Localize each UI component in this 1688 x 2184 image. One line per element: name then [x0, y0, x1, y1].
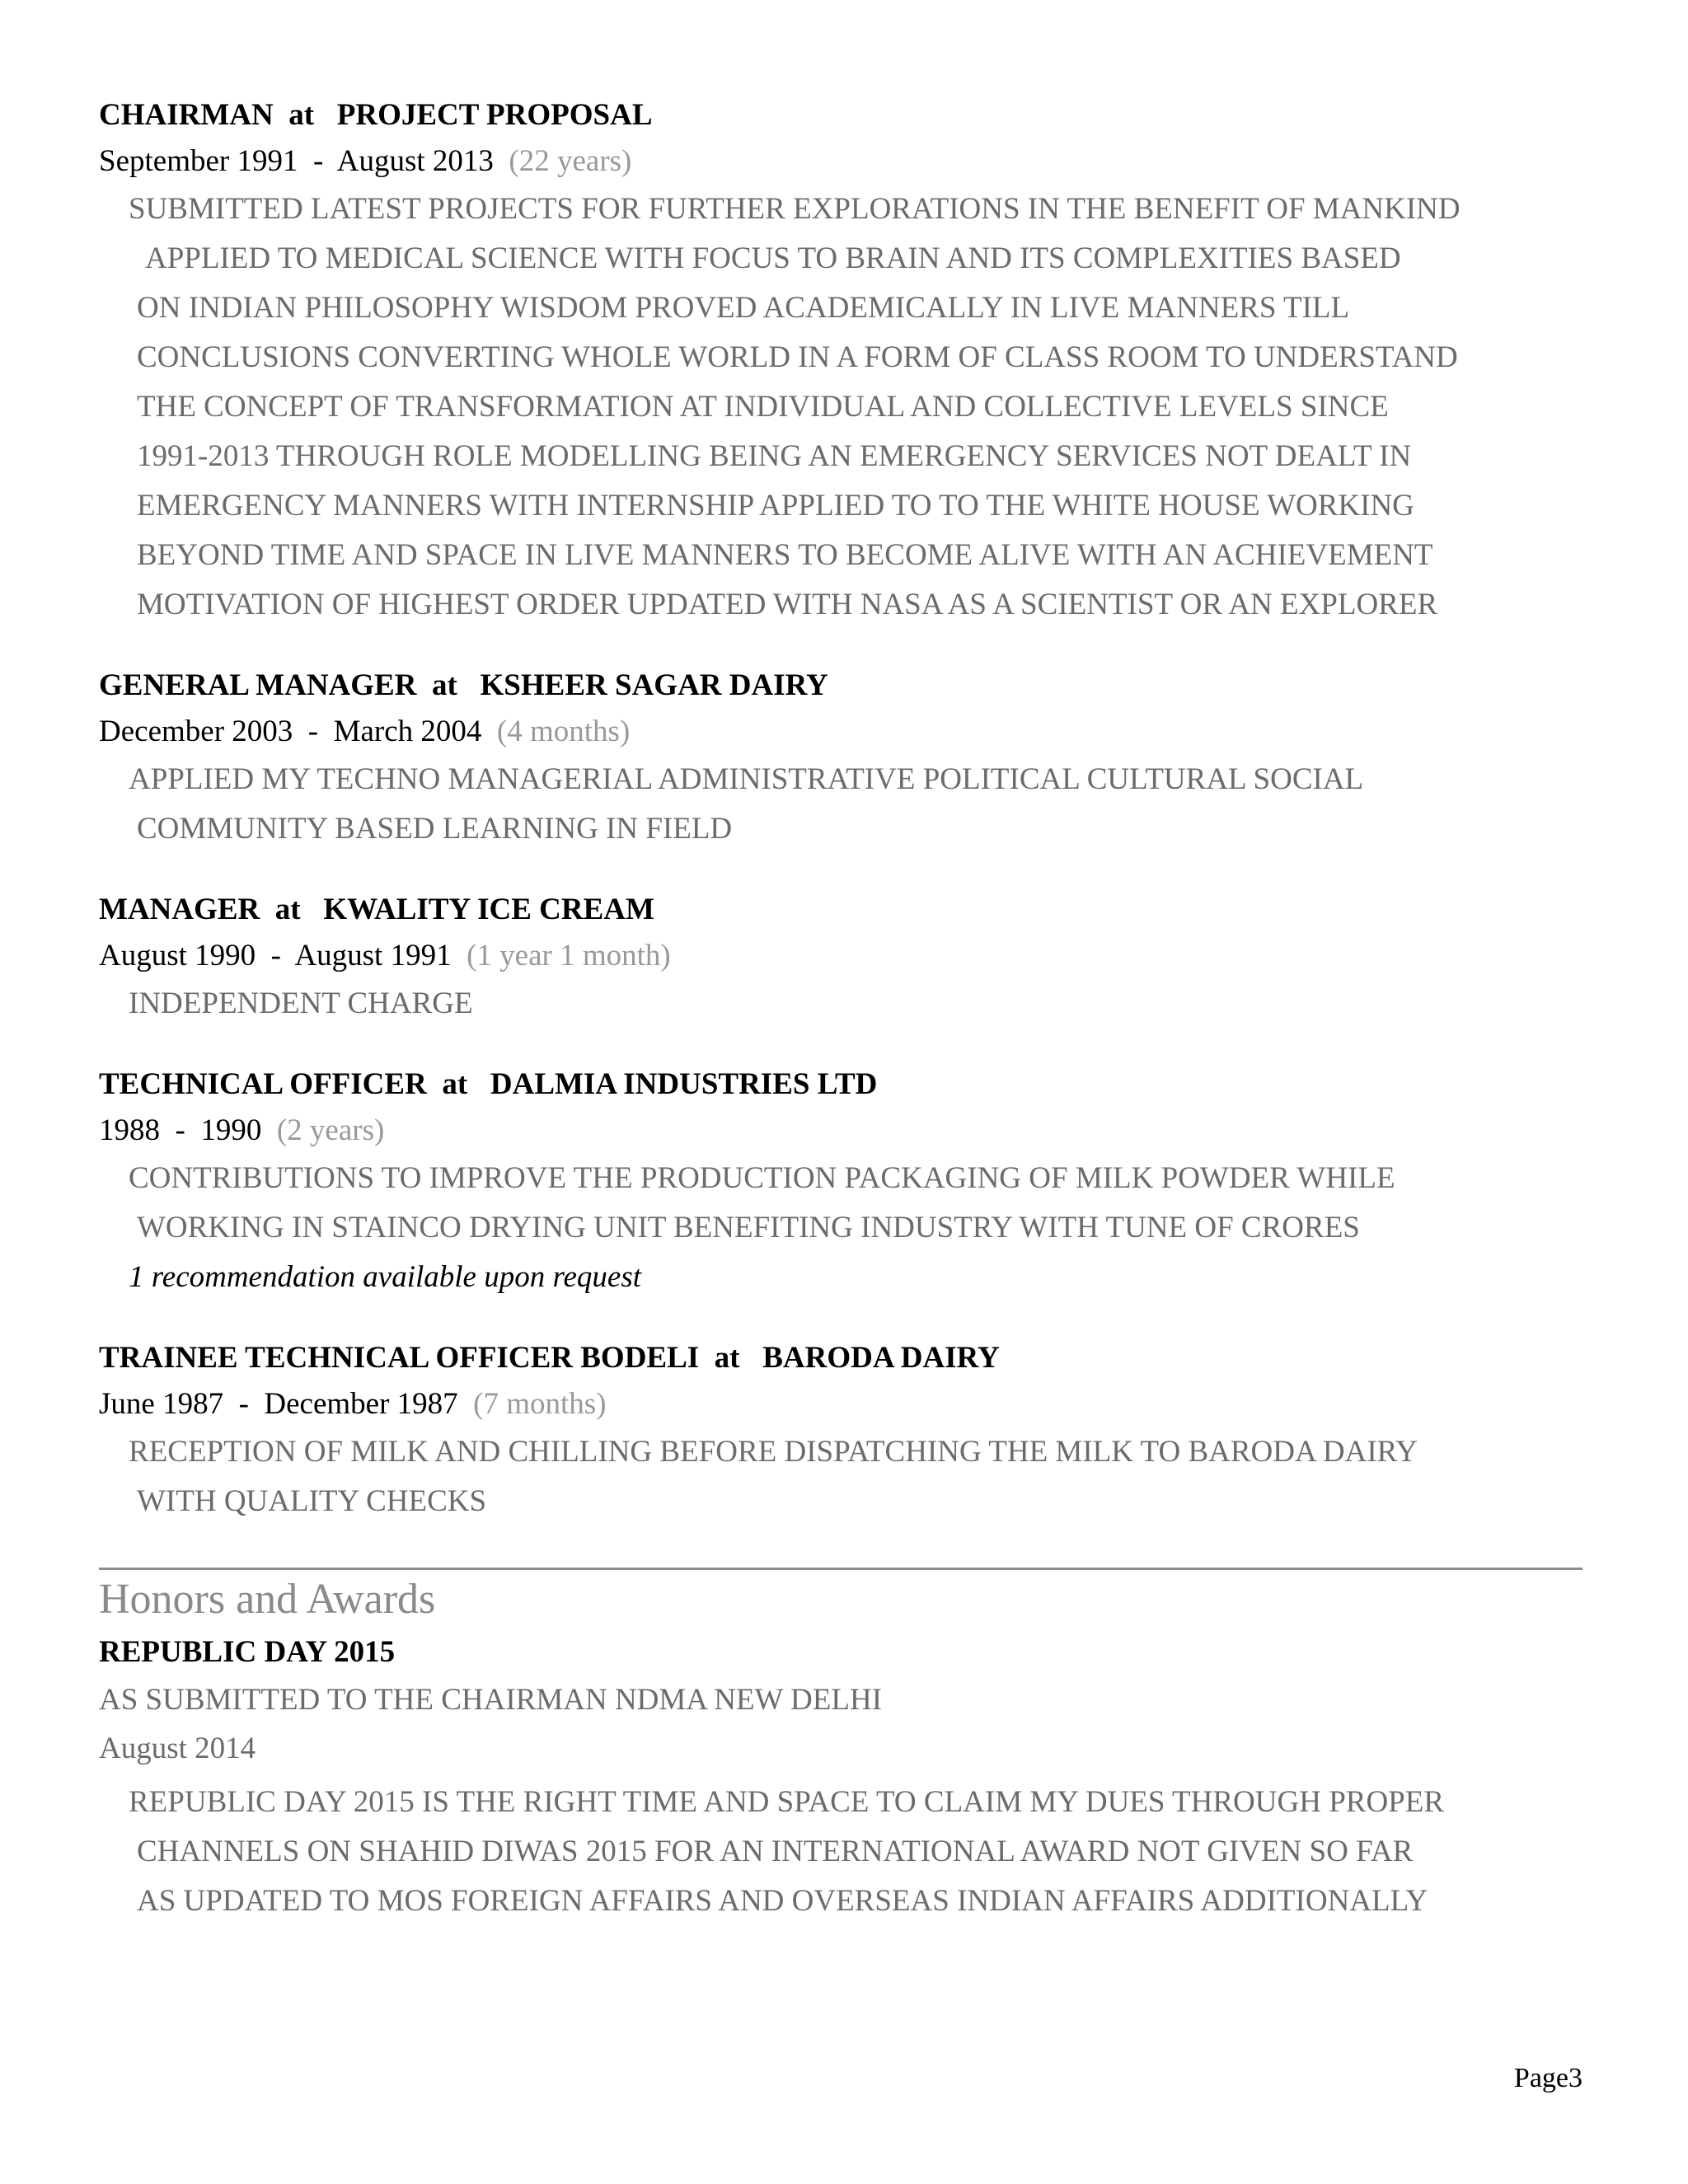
job-title-line	[99, 1335, 1582, 1381]
job-end: August 2013	[336, 144, 494, 178]
description-line: CONTRIBUTIONS TO IMPROVE THE PRODUCTION PACKAGING OF MILK POWDER WHILE	[129, 1161, 1395, 1195]
job-duration: (7 months)	[473, 1387, 607, 1421]
job-connector: at	[431, 668, 457, 702]
description-line: BEYOND TIME AND SPACE IN LIVE MANNERS TO BECOME ALIVE WITH AN ACHIEVEMENT	[137, 538, 1433, 572]
job-dates: June 1987 - December 1987 (7 months)	[99, 1387, 607, 1421]
job-title-line	[99, 663, 1582, 709]
job-start: 1988	[99, 1113, 160, 1147]
job-start: September 1991	[99, 144, 298, 178]
job-dates: 1988 - 1990 (2 years)	[99, 1113, 385, 1147]
job-dates: August 1990 - August 1991 (1 year 1 month)	[99, 939, 671, 972]
job-duration: (22 years)	[509, 144, 632, 178]
description-line: INDEPENDENT CHARGE	[129, 987, 473, 1020]
description-line: APPLIED TO MEDICAL SCIENCE WITH FOCUS TO BRAIN AND ITS COMPLEXITIES BASED	[145, 241, 1401, 275]
description-line: SUBMITTED LATEST PROJECTS FOR FURTHER EXPLORATIONS IN THE BENEFIT OF MANKIND	[129, 192, 1461, 226]
job-end: December 1987	[264, 1387, 458, 1421]
job-title-line	[99, 887, 1582, 933]
job-dates: December 2003 - March 2004 (4 months)	[99, 715, 631, 748]
award-title: REPUBLIC DAY 2015	[99, 1635, 396, 1669]
job-company: BARODA DAIRY	[762, 1341, 1000, 1375]
job-description	[129, 1427, 1582, 1526]
award-description	[129, 1778, 1582, 1926]
job-end: August 1991	[294, 939, 452, 972]
job-company: DALMIA INDUSTRIES LTD	[490, 1067, 878, 1101]
description-line: WORKING IN STAINCO DRYING UNIT BENEFITING INDUSTRY WITH TUNE OF CRORES	[137, 1211, 1360, 1244]
description-line: APPLIED MY TECHNO MANAGERIAL ADMINISTRATIVE POLITICAL CULTURAL SOCIAL	[129, 762, 1364, 796]
job-company: KSHEER SAGAR DAIRY	[480, 668, 828, 702]
experience-entry	[99, 1335, 1582, 1526]
description-line: ON INDIAN PHILOSOPHY WISDOM PROVED ACADEMICALLY IN LIVE MANNERS TILL	[137, 291, 1350, 325]
job-start: December 2003	[99, 715, 293, 748]
recommendation-note: 1 recommendation available upon request	[129, 1260, 642, 1294]
job-connector: at	[288, 98, 315, 132]
resume-page	[99, 92, 1582, 1926]
page-number: Page3	[1513, 2063, 1582, 2093]
job-description	[129, 1154, 1582, 1253]
job-role: GENERAL MANAGER	[99, 668, 417, 702]
job-start: June 1987	[99, 1387, 224, 1421]
job-connector: at	[442, 1067, 468, 1101]
job-connector: at	[274, 893, 301, 926]
job-start: August 1990	[99, 939, 256, 972]
description-line: REPUBLIC DAY 2015 IS THE RIGHT TIME AND SPACE TO CLAIM MY DUES THROUGH PROPER	[129, 1785, 1445, 1819]
job-role: MANAGER	[99, 893, 260, 926]
description-line: THE CONCEPT OF TRANSFORMATION AT INDIVIDUAL AND COLLECTIVE LEVELS SINCE	[137, 390, 1389, 424]
job-dates: September 1991 - August 2013 (22 years)	[99, 144, 632, 178]
experience-entry	[99, 1062, 1582, 1302]
job-description	[129, 185, 1582, 630]
description-line: CHANNELS ON SHAHID DIWAS 2015 FOR AN INTERNATIONAL AWARD NOT GIVEN SO FAR	[137, 1835, 1414, 1868]
experience-entry	[99, 92, 1582, 630]
award-issuer: AS SUBMITTED TO THE CHAIRMAN NDMA NEW DELHI	[99, 1683, 883, 1717]
job-end: March 2004	[333, 715, 482, 748]
award-date: August 2014	[99, 1732, 256, 1765]
honors-heading: Honors and Awards	[99, 1576, 436, 1623]
job-description	[129, 755, 1582, 854]
description-line: WITH QUALITY CHECKS	[137, 1484, 487, 1518]
experience-entry	[99, 887, 1582, 1029]
job-duration: (1 year 1 month)	[467, 939, 671, 972]
description-line: RECEPTION OF MILK AND CHILLING BEFORE DISPATCHING THE MILK TO BARODA DAIRY	[129, 1435, 1418, 1469]
job-role: TECHNICAL OFFICER	[99, 1067, 427, 1101]
job-end: 1990	[200, 1113, 262, 1147]
job-company: KWALITY ICE CREAM	[323, 893, 654, 926]
description-line: CONCLUSIONS CONVERTING WHOLE WORLD IN A FORM OF CLASS ROOM TO UNDERSTAND	[137, 340, 1458, 374]
job-duration: (2 years)	[276, 1113, 385, 1147]
job-title-line	[99, 92, 1582, 138]
job-title-line	[99, 1062, 1582, 1108]
job-description	[129, 979, 1582, 1029]
job-role: TRAINEE TECHNICAL OFFICER BODELI	[99, 1341, 700, 1375]
job-role: CHAIRMAN	[99, 98, 274, 132]
description-line: EMERGENCY MANNERS WITH INTERNSHIP APPLIED TO TO THE WHITE HOUSE WORKING	[137, 489, 1414, 523]
description-line: COMMUNITY BASED LEARNING IN FIELD	[137, 812, 733, 846]
description-line: AS UPDATED TO MOS FOREIGN AFFAIRS AND OVERSEAS INDIAN AFFAIRS ADDITIONALLY	[137, 1884, 1428, 1918]
description-line: MOTIVATION OF HIGHEST ORDER UPDATED WITH NASA AS A SCIENTIST OR AN EXPLORER	[137, 588, 1438, 621]
experience-entry	[99, 663, 1582, 854]
job-duration: (4 months)	[496, 715, 631, 748]
description-line: 1991-2013 THROUGH ROLE MODELLING BEING AN EMERGENCY SERVICES NOT DEALT IN	[137, 439, 1412, 473]
job-company: PROJECT PROPOSAL	[336, 98, 653, 132]
job-connector: at	[714, 1341, 740, 1375]
